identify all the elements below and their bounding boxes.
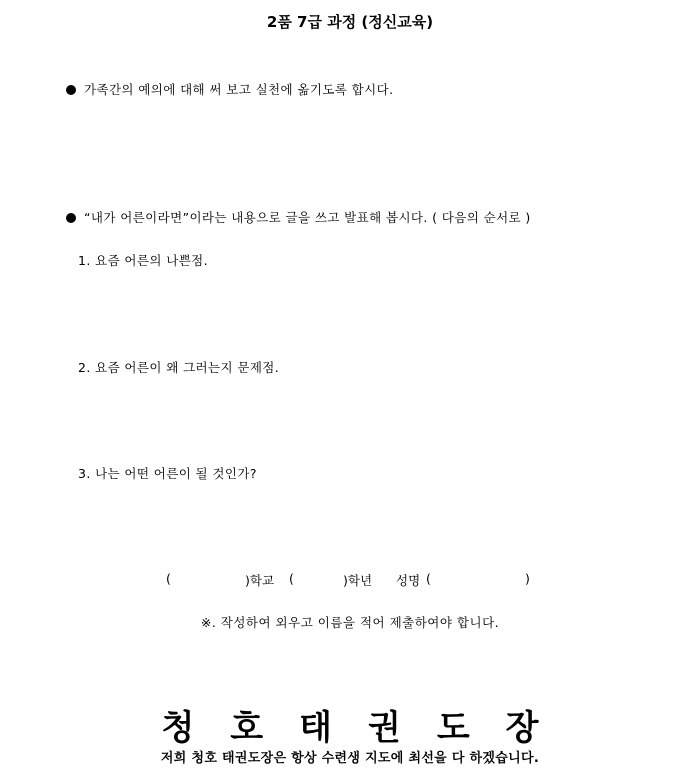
instruction-text: 가족간의 예의에 대해 써 보고 실천에 옮기도록 합시다. [84, 82, 394, 97]
instruction-text: “내가 어른이라면”이라는 내용으로 글을 쓰고 발표해 봅시다. ( 다음의 순서로 ) [84, 210, 531, 225]
instruction-item-2 [66, 208, 531, 226]
page-title: 2품 7급 과정 (정신교육) [266, 13, 434, 31]
school-label: )학교 [245, 573, 275, 588]
bullet-icon [66, 85, 76, 95]
grade-label: )학년 [343, 573, 373, 588]
question-2: 2. 요즘 어른이 왜 그러는지 문제점. [78, 360, 280, 375]
dojang-motto: 저희 청호 태권도장은 항상 수련생 지도에 최선을 다 하겠습니다. [160, 751, 540, 766]
instruction-item-1 [66, 80, 393, 98]
name-close-paren: ) [525, 571, 530, 586]
name-label: 성명 [396, 573, 421, 588]
dojang-name: 청호태권도장 [161, 708, 575, 748]
school-open-paren: ( [166, 571, 171, 586]
submission-note: ※. 작성하여 외우고 이름을 적어 제출하여야 합니다. [200, 615, 500, 630]
grade-open-paren: ( [289, 571, 294, 586]
question-1: 1. 요즘 어른의 나쁜점. [78, 253, 209, 268]
question-3: 3. 나는 어떤 어른이 될 것인가? [78, 466, 257, 481]
bullet-icon [66, 213, 76, 223]
name-open-paren: ( [426, 571, 431, 586]
